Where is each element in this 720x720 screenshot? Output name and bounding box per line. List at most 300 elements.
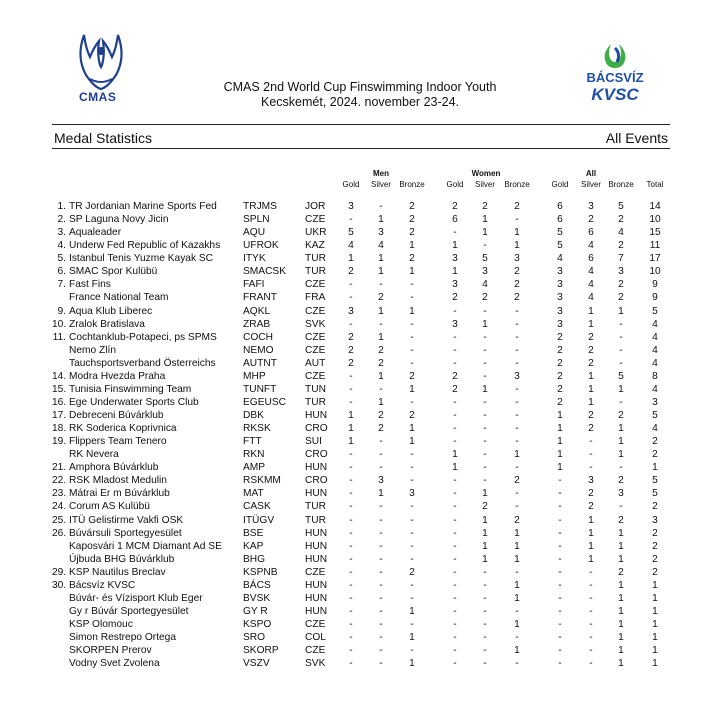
men-silver-cell: 1 (378, 305, 384, 317)
women-bronze-cell: - (515, 566, 519, 578)
men-silver-cell: - (379, 279, 383, 291)
club-name-cell: RK Soderica Koprivnica (69, 423, 177, 435)
women-silver-cell: 1 (482, 318, 488, 330)
club-code-cell: UFROK (243, 240, 279, 252)
all-silver-cell: - (589, 632, 593, 644)
men-bronze-cell: - (410, 318, 414, 330)
men-gold-cell: - (349, 605, 353, 617)
women-silver-cell: - (483, 619, 487, 630)
all-gold-cell: - (558, 605, 562, 617)
women-silver-cell: 2 (482, 201, 488, 212)
all-gold-cell: 3 (557, 292, 563, 304)
table-row (0, 305, 720, 318)
women-bronze-cell: - (515, 501, 519, 513)
women-bronze-cell: 2 (514, 201, 520, 212)
header-divider-bottom (52, 148, 670, 149)
men-bronze-cell: 3 (409, 488, 415, 500)
country-cell: JOR (305, 201, 326, 212)
total-cell: 1 (652, 462, 658, 474)
all-bronze-cell: 1 (618, 527, 624, 539)
club-name-cell: Istanbul Tenis Yuzme Kayak SC (69, 253, 214, 265)
total-cell: 4 (652, 423, 658, 435)
men-silver-cell: - (379, 449, 383, 461)
club-code-cell: RSKMM (243, 475, 281, 487)
all-gold-cell: - (558, 553, 562, 565)
club-code-cell: ITYK (243, 253, 266, 265)
women-silver-cell: 1 (482, 527, 488, 539)
women-gold-cell: - (453, 475, 457, 487)
men-silver-cell: 1 (378, 370, 384, 382)
total-cell: 1 (652, 645, 658, 657)
women-silver-cell: 4 (482, 279, 488, 291)
women-bronze-cell: - (515, 344, 519, 356)
all-silver-cell: 4 (588, 279, 594, 291)
country-cell: CRO (305, 475, 328, 487)
women-gold-cell: - (453, 645, 457, 657)
men-bronze-cell: 1 (409, 383, 415, 395)
total-cell: 5 (652, 475, 658, 487)
men-silver-cell: - (379, 619, 383, 630)
women-bronze-cell: 1 (514, 527, 520, 539)
rank-cell: 25. (52, 514, 67, 526)
all-silver-cell: 3 (588, 475, 594, 487)
women-gold-cell: - (453, 579, 457, 591)
all-bronze-cell: 2 (618, 566, 624, 578)
women-bronze-cell: - (515, 357, 519, 369)
women-gold-cell: - (453, 553, 457, 565)
club-name-cell: Corum AS Kulübü (69, 501, 150, 513)
men-gold-cell: - (349, 553, 353, 565)
women-bronze-cell: 1 (514, 227, 520, 239)
men-silver-cell: - (379, 540, 383, 552)
total-cell: 5 (652, 305, 658, 317)
women-gold-cell: 1 (452, 266, 458, 278)
women-bronze-cell: - (515, 396, 519, 408)
table-row (0, 226, 720, 239)
rank-cell: 7. (57, 279, 66, 291)
logo-kvsc-text: KVSC (591, 85, 639, 104)
club-code-cell: VSZV (243, 658, 270, 670)
men-silver-cell: 3 (378, 475, 384, 487)
club-code-cell: MHP (243, 370, 266, 382)
club-name-cell: Bácsvíz KVSC (69, 579, 136, 591)
all-silver-cell: - (589, 449, 593, 461)
men-silver-cell: - (379, 462, 383, 474)
group-header-women: Women (471, 169, 501, 178)
all-gold-cell: 2 (557, 331, 563, 343)
total-cell: 17 (649, 253, 661, 265)
men-gold-cell: - (349, 488, 353, 500)
women-silver-cell: 1 (482, 383, 488, 395)
all-silver-cell: - (589, 658, 593, 670)
men-silver-cell: - (379, 566, 383, 578)
men-bronze-cell: 1 (409, 266, 415, 278)
men-gold-cell: - (349, 527, 353, 539)
women-gold-cell: 2 (452, 370, 458, 382)
men-silver-cell: - (379, 436, 383, 448)
men-silver-cell: 2 (378, 410, 384, 421)
country-cell: HUN (305, 553, 328, 565)
all-bronze-cell: 5 (618, 201, 624, 212)
table-row (0, 605, 720, 618)
table-row (0, 422, 720, 435)
country-cell: TUN (305, 383, 326, 395)
all-gold-cell: - (558, 645, 562, 657)
women-gold-cell: 6 (452, 214, 458, 226)
all-silver-header: Silver (580, 180, 601, 189)
all-silver-cell: 2 (588, 357, 594, 369)
total-cell: 9 (652, 279, 658, 291)
women-silver-cell: 5 (482, 253, 488, 265)
country-cell: CZE (305, 566, 326, 578)
all-silver-cell: 2 (588, 501, 594, 513)
total-cell: 2 (652, 527, 658, 539)
all-silver-cell: 1 (588, 527, 594, 539)
women-gold-cell: - (453, 514, 457, 526)
club-code-cell: KAP (243, 540, 264, 552)
men-bronze-cell: - (410, 357, 414, 369)
women-bronze-cell: - (515, 305, 519, 317)
country-cell: UKR (305, 227, 327, 239)
men-silver-cell: 3 (378, 227, 384, 239)
men-gold-cell: 4 (348, 240, 354, 252)
women-bronze-cell: 1 (514, 579, 520, 591)
all-gold-cell: - (558, 540, 562, 552)
women-silver-cell: - (483, 436, 487, 448)
women-bronze-cell: - (515, 410, 519, 421)
club-name-cell: ITÜ Gelistirme Vakfi OSK (69, 514, 184, 526)
all-bronze-cell: 1 (618, 658, 624, 670)
cmas-logo-text: CMAS (79, 90, 117, 104)
country-cell: SVK (305, 318, 326, 330)
men-silver-cell: - (379, 579, 383, 591)
men-gold-cell: 1 (348, 423, 354, 435)
table-row (0, 448, 720, 461)
all-gold-cell: 1 (557, 436, 563, 448)
club-code-cell: AMP (243, 462, 266, 474)
men-silver-cell: - (379, 658, 383, 670)
all-silver-cell: 1 (588, 370, 594, 382)
all-bronze-cell: 1 (618, 540, 624, 552)
table-row (0, 461, 720, 474)
total-cell: 14 (649, 201, 661, 212)
rank-cell: 10. (52, 318, 67, 330)
women-bronze-cell: - (515, 214, 519, 226)
men-bronze-cell: - (410, 292, 414, 304)
men-bronze-cell: - (410, 619, 414, 630)
women-silver-cell: - (483, 632, 487, 644)
all-bronze-cell: 1 (618, 645, 624, 657)
total-cell: 9 (652, 292, 658, 304)
club-name-cell: Gy r Búvár Sportegyesület (69, 605, 189, 617)
men-bronze-cell: - (410, 553, 414, 565)
club-name-cell: KSP Olomouc (69, 619, 133, 630)
all-bronze-cell: 4 (618, 227, 624, 239)
all-bronze-cell: 2 (618, 514, 624, 526)
all-gold-cell: - (558, 658, 562, 670)
men-gold-cell: - (349, 514, 353, 526)
total-cell: 5 (652, 410, 658, 421)
event-title-line1: CMAS 2nd World Cup Finswimming Indoor Youth (223, 80, 497, 94)
total-cell: 4 (652, 383, 658, 395)
rank-cell: 16. (52, 396, 67, 408)
club-name-cell: Underw Fed Republic of Kazakhs (69, 240, 221, 252)
men-bronze-cell: - (410, 592, 414, 604)
women-bronze-cell: 1 (514, 592, 520, 604)
all-gold-cell: 3 (557, 305, 563, 317)
country-cell: HUN (305, 488, 328, 500)
club-name-cell: Aqua Klub Liberec (69, 305, 153, 317)
men-gold-cell: - (349, 645, 353, 657)
rank-cell: 4. (57, 240, 66, 252)
women-gold-header: Gold (446, 180, 464, 189)
total-cell: 1 (652, 605, 658, 617)
men-gold-cell: - (349, 370, 353, 382)
men-bronze-cell: 2 (409, 370, 415, 382)
men-bronze-cell: 1 (409, 658, 415, 670)
women-silver-cell: - (483, 396, 487, 408)
women-gold-cell: - (453, 527, 457, 539)
club-name-cell: Mátrai Er m Búvárklub (69, 488, 170, 500)
all-bronze-cell: 1 (618, 423, 624, 435)
men-silver-cell: - (379, 553, 383, 565)
men-silver-cell: 2 (378, 423, 384, 435)
men-gold-cell: 1 (348, 436, 354, 448)
total-cell: 2 (652, 553, 658, 565)
men-bronze-cell: 1 (409, 436, 415, 448)
country-cell: CZE (305, 619, 326, 630)
all-silver-cell: - (589, 605, 593, 617)
all-gold-cell: 2 (557, 396, 563, 408)
club-name-cell: KSP Nautilus Breclav (69, 566, 166, 578)
club-code-cell: COCH (243, 331, 273, 343)
club-name-cell: SP Laguna Novy Jicin (69, 214, 169, 226)
women-gold-cell: 2 (452, 201, 458, 212)
club-code-cell: FRANT (243, 292, 277, 304)
table-row (0, 370, 720, 383)
club-code-cell: SPLN (243, 214, 270, 226)
rank-cell: 19. (52, 436, 67, 448)
women-silver-cell: - (483, 475, 487, 487)
total-cell: 4 (652, 318, 658, 330)
table-row (0, 487, 720, 500)
all-silver-cell: 6 (588, 227, 594, 239)
all-silver-cell: 1 (588, 514, 594, 526)
women-bronze-cell: - (515, 658, 519, 670)
men-gold-cell: - (349, 214, 353, 226)
rank-cell: 22. (52, 475, 67, 487)
total-cell: 4 (652, 357, 658, 369)
women-bronze-cell: - (515, 423, 519, 435)
women-bronze-cell: 1 (514, 240, 520, 252)
men-bronze-cell: - (410, 475, 414, 487)
women-bronze-cell: - (515, 462, 519, 474)
women-gold-cell: 3 (452, 253, 458, 265)
all-gold-cell: 1 (557, 449, 563, 461)
men-bronze-cell: - (410, 579, 414, 591)
club-name-cell: Simon Restrepo Ortega (69, 632, 177, 644)
women-bronze-cell: 1 (514, 540, 520, 552)
header-divider-top (52, 124, 670, 125)
club-code-cell: FAFI (243, 279, 265, 291)
club-name-cell: SMAC Spor Kulübü (69, 266, 158, 278)
total-cell: 1 (652, 632, 658, 644)
men-gold-cell: 1 (348, 410, 354, 421)
total-cell: 1 (652, 658, 658, 670)
women-silver-cell: - (483, 305, 487, 317)
club-code-cell: NEMO (243, 344, 274, 356)
all-gold-cell: 1 (557, 423, 563, 435)
women-bronze-cell: 3 (514, 253, 520, 265)
all-silver-cell: 1 (588, 383, 594, 395)
club-code-cell: RKN (243, 449, 265, 461)
all-gold-cell: 1 (557, 410, 563, 421)
total-cell: 1 (652, 592, 658, 604)
country-cell: TUR (305, 501, 326, 513)
club-name-cell: Aqualeader (69, 227, 122, 239)
all-silver-cell: 2 (588, 331, 594, 343)
women-gold-cell: 3 (452, 318, 458, 330)
club-code-cell: CASK (243, 501, 271, 513)
club-name-cell: Flippers Team Tenero (69, 436, 167, 448)
all-bronze-cell: 1 (618, 305, 624, 317)
men-silver-cell: - (379, 605, 383, 617)
total-cell: 10 (649, 214, 661, 226)
club-code-cell: BHG (243, 553, 266, 565)
club-name-cell: Búvár- és Vízisport Klub Eger (69, 592, 203, 604)
men-bronze-cell: - (410, 540, 414, 552)
country-cell: CZE (305, 645, 326, 657)
table-row (0, 566, 720, 579)
all-bronze-cell: 1 (618, 449, 624, 461)
men-gold-cell: - (349, 619, 353, 630)
table-row (0, 278, 720, 291)
club-name-cell: Tunisia Finswimming Team (69, 383, 192, 395)
men-gold-cell: 2 (348, 331, 354, 343)
country-cell: CZE (305, 344, 326, 356)
table-row (0, 527, 720, 540)
total-cell: 8 (652, 370, 658, 382)
women-gold-cell: - (453, 540, 457, 552)
section-scope: All Events (605, 130, 668, 146)
table-row (0, 213, 720, 226)
women-silver-cell: - (483, 370, 487, 382)
men-gold-cell: - (349, 475, 353, 487)
all-bronze-cell: - (619, 357, 623, 369)
club-name-cell: Kaposvári 1 MCM Diamant Ad SE (69, 540, 222, 552)
women-silver-cell: - (483, 605, 487, 617)
women-gold-cell: - (453, 488, 457, 500)
women-bronze-cell: 1 (514, 619, 520, 630)
women-silver-cell: - (483, 240, 487, 252)
men-bronze-cell: 2 (409, 566, 415, 578)
club-code-cell: RKSK (243, 423, 271, 435)
men-bronze-cell: 1 (409, 605, 415, 617)
table-row (0, 331, 720, 344)
women-bronze-cell: - (515, 318, 519, 330)
country-cell: SUI (305, 436, 322, 448)
country-cell: TUR (305, 266, 326, 278)
men-silver-cell: 1 (378, 396, 384, 408)
all-gold-header: Gold (551, 180, 569, 189)
men-silver-cell: 4 (378, 240, 384, 252)
women-silver-cell: - (483, 344, 487, 356)
club-code-cell: AUTNT (243, 357, 277, 369)
club-code-cell: BSE (243, 527, 264, 539)
group-header-men: Men (373, 169, 389, 178)
total-cell: 10 (649, 266, 661, 278)
all-silver-cell: 1 (588, 318, 594, 330)
all-silver-cell: - (589, 566, 593, 578)
total-header: Total (646, 180, 664, 189)
women-gold-cell: - (453, 357, 457, 369)
table-row (0, 553, 720, 566)
men-gold-cell: - (349, 292, 353, 304)
country-cell: AUT (305, 357, 326, 369)
men-silver-cell: - (379, 514, 383, 526)
women-gold-cell: 2 (452, 383, 458, 395)
club-name-cell: RSK Mladost Medulin (69, 475, 167, 487)
women-bronze-cell: 2 (514, 266, 520, 278)
club-code-cell: SMACSK (243, 266, 287, 278)
club-name-cell: SKORPEN Prerov (69, 645, 152, 657)
table-row (0, 291, 720, 304)
men-gold-cell: 3 (348, 305, 354, 317)
all-gold-cell: 6 (557, 201, 563, 212)
men-silver-cell: - (379, 201, 383, 212)
table-row (0, 265, 720, 278)
table-row (0, 200, 720, 213)
club-code-cell: GY R (243, 605, 268, 617)
men-silver-cell: 2 (378, 357, 384, 369)
women-silver-cell: - (483, 658, 487, 670)
rank-cell: 21. (52, 462, 67, 474)
club-code-cell: MAT (243, 488, 264, 500)
all-bronze-cell: 1 (618, 553, 624, 565)
women-bronze-cell: 1 (514, 645, 520, 657)
men-gold-cell: - (349, 658, 353, 670)
country-cell: HUN (305, 410, 328, 421)
country-cell: HUN (305, 605, 328, 617)
men-bronze-cell: 2 (409, 410, 415, 421)
women-silver-cell: - (483, 645, 487, 657)
rank-cell: 18. (52, 423, 67, 435)
women-silver-cell: - (483, 566, 487, 578)
women-silver-cell: - (483, 357, 487, 369)
men-gold-cell: - (349, 501, 353, 513)
table-row (0, 396, 720, 409)
country-cell: HUN (305, 462, 328, 474)
women-bronze-cell: 2 (514, 514, 520, 526)
all-silver-cell: 3 (588, 201, 594, 212)
club-name-cell: Ege Underwater Sports Club (69, 396, 199, 408)
women-bronze-cell: 1 (514, 553, 520, 565)
women-bronze-cell: 2 (514, 279, 520, 291)
all-bronze-cell: 2 (618, 475, 624, 487)
club-code-cell: DBK (243, 410, 264, 421)
table-row (0, 435, 720, 448)
rank-cell: 9. (57, 305, 66, 317)
table-row (0, 357, 720, 370)
men-silver-cell: 1 (378, 266, 384, 278)
bacsviz-kvsc-logo (575, 38, 655, 108)
all-silver-cell: 1 (588, 305, 594, 317)
all-silver-cell: 2 (588, 410, 594, 421)
all-bronze-cell: 3 (618, 488, 624, 500)
all-bronze-cell: 1 (618, 605, 624, 617)
all-gold-cell: - (558, 527, 562, 539)
women-bronze-cell: 3 (514, 370, 520, 382)
